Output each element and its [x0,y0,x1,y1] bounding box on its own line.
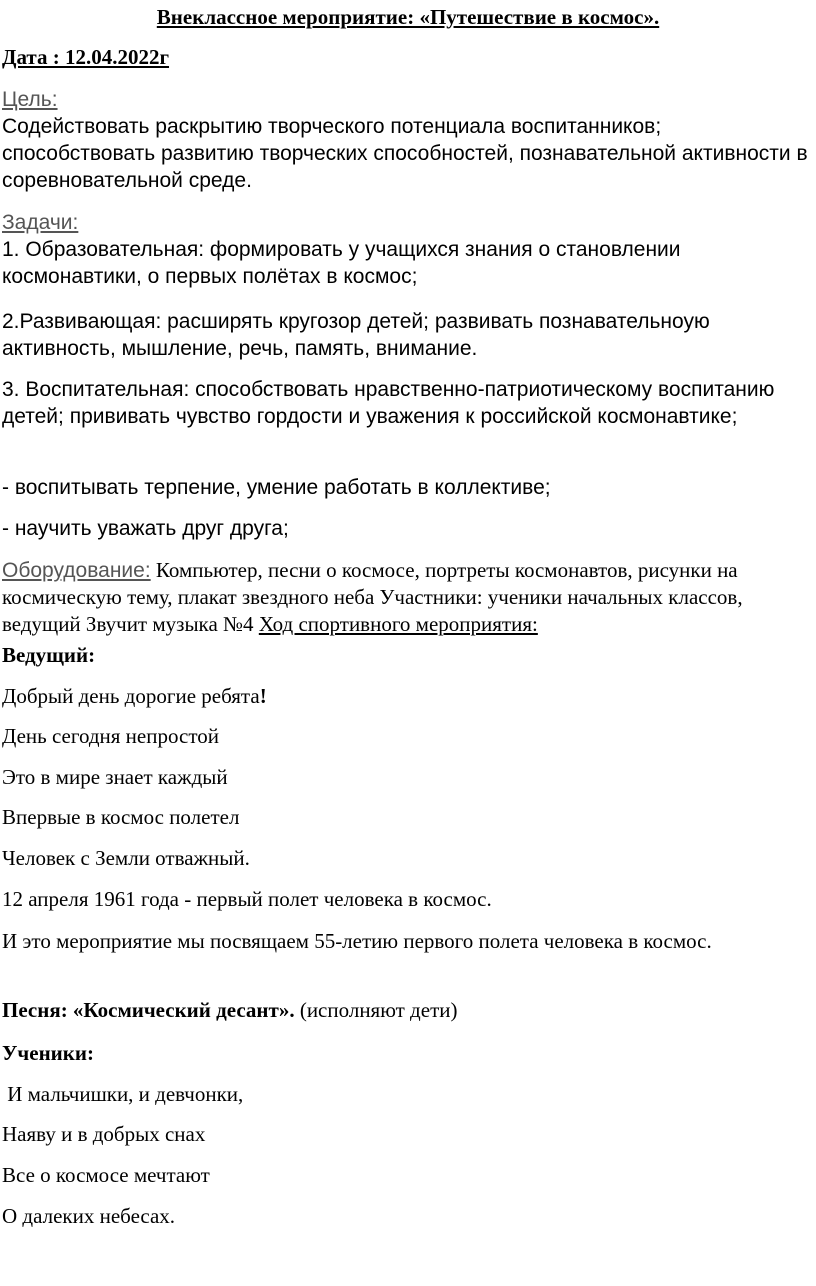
students-line-4: О далеких небесах. [2,1204,176,1228]
host-line-4: Человек с Земли отважный. [2,846,250,870]
equipment-text: Компьютер, песни о космосе, портреты космонавтов, рисунки на космическую тему, плакат звездного неба Участники: ученики начальных классов, ведущий Звучит музыка №4 [2,558,743,636]
goal-text: Содействовать раскрытию творческого потенциала воспитанников; способствовать развитию творческих способностей, познавательной активности в соревновательной среде. [2,115,808,192]
host-label: Ведущий: [2,643,96,667]
tasks-section [2,209,816,290]
song-line [2,997,816,1024]
students-label: Ученики: [2,1041,94,1065]
goal-section [2,86,816,194]
students-line-1: И мальчишки, и девчонки, [2,1082,244,1106]
goal-label: Цель: [2,88,58,111]
host-greeting [2,683,816,710]
song-title: Песня: «Космический десант». [2,998,295,1022]
equipment-label: Оборудование: [2,559,151,582]
students-line-2: Наяву и в добрых снах [2,1122,206,1146]
host-line-1: День сегодня непростой [2,724,219,748]
tasks-label: Задачи: [2,211,79,234]
host-line-5: 12 апреля 1961 года - первый полет человека в космос. [2,887,492,911]
course-heading: Ход спортивного мероприятия: [258,612,538,636]
greeting-text: Добрый день дорогие ребята [2,684,260,708]
song-note: (исполняют дети) [294,998,458,1022]
host-line-2: Это в мире знает каждый [2,765,228,789]
task-item-4: - воспитывать терпение, умение работать в коллективе; [2,476,551,499]
task-item-5: - научить уважать друг друга; [2,517,289,540]
students-line-3: Все о космосе мечтают [2,1163,210,1187]
equipment-section [2,557,816,638]
host-line-3: Впервые в космос полетел [2,805,240,829]
host-line-6: И это мероприятие мы посвящаем 55-летию первого полета человека в космос. [2,929,712,953]
greeting-exclamation: ! [259,684,267,708]
task-item-1: 1. Образовательная: формировать у учащихся знания о становлении космонавтики, о первых полётах в космос; [2,238,681,288]
document-title: Внеклассное мероприятие: «Путешествие в космос». [156,5,660,29]
task-item-3: 3. Воспитательная: способствовать нравственно-патриотическому воспитанию детей; прививать чувство гордости и уважения к российской космонавтике; [2,378,775,428]
event-date: Дата : 12.04.2022г [2,45,170,69]
task-item-2: 2.Развивающая: расширять кругозор детей; развивать познавательноую активность, мышление, речь, память, внимание. [2,310,710,360]
